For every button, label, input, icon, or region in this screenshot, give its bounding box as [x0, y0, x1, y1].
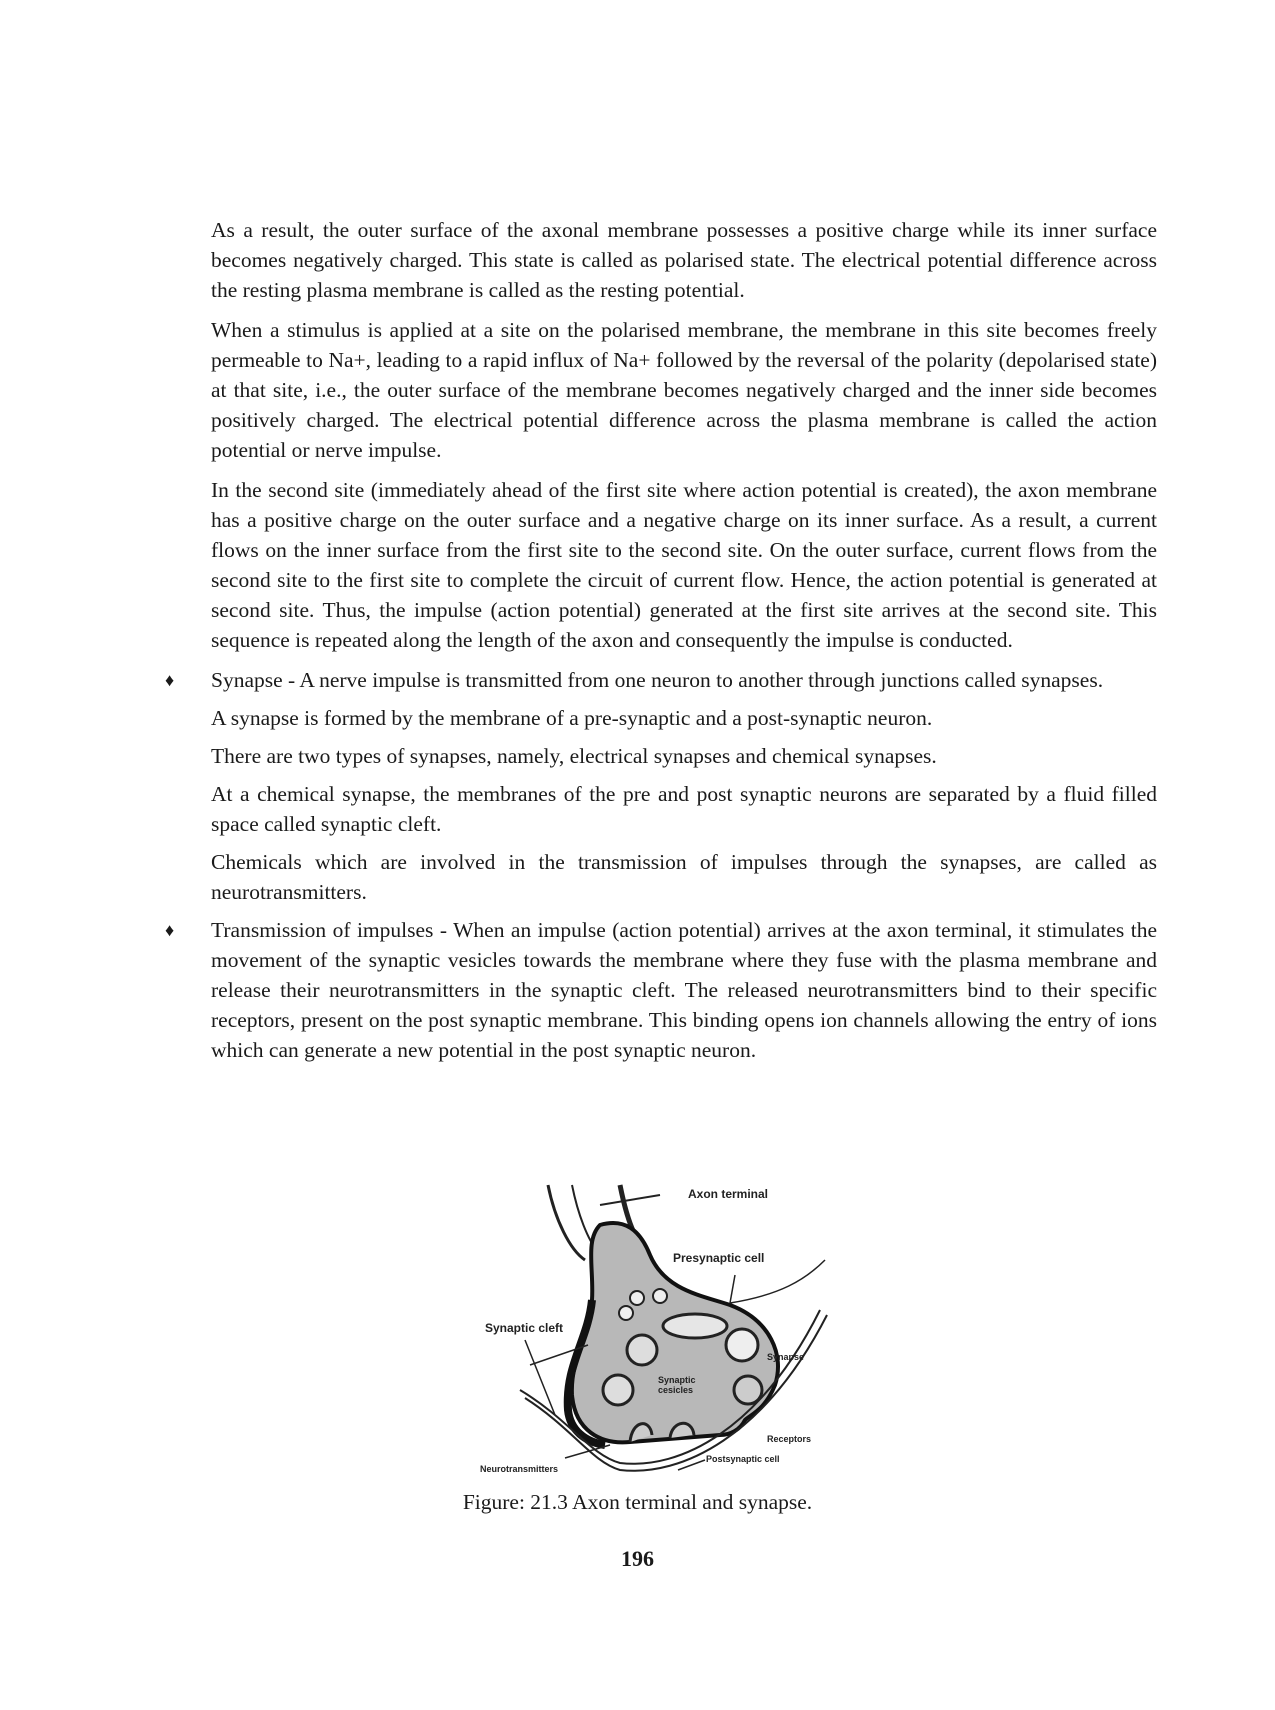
paragraph-resting-potential: As a result, the outer surface of the axonal membrane possesses a positive charge while its inner surface becomes negatively charged. This state is called as polarised state. The electrical potential difference across the resting plasma membrane is called as the resting potential.: [211, 218, 1157, 302]
figure-caption: Figure: 21.3 Axon terminal and synapse.: [462, 1490, 813, 1514]
bullet-synapse-text: Synapse - A nerve impulse is transmitted from one neuron to another through junctions called synapses.: [211, 668, 1104, 692]
paragraph-synapse-types: There are two types of synapses, namely, electrical synapses and chemical synapses.: [211, 744, 937, 768]
diamond-bullet-icon: ♦: [165, 670, 175, 690]
synapse-figure: [460, 1180, 860, 1480]
paragraph-synapse-formed: A synapse is formed by the membrane of a pre-synaptic and a post-synaptic neuron.: [211, 706, 933, 730]
paragraph-neurotransmitters: Chemicals which are involved in the transmission of impulses through the synapses, are called as neurotransmitters.: [211, 850, 1157, 904]
label-postsynaptic-cell: Postsynaptic cell: [706, 1454, 780, 1464]
page-number: 196: [621, 1546, 654, 1571]
label-receptors: Receptors: [767, 1434, 812, 1444]
label-neurotransmitters: Neurotransmitters: [480, 1464, 559, 1474]
page-content: [165, 215, 1157, 1075]
bullet-synapse: [165, 665, 1157, 695]
paragraph-synaptic-cleft: At a chemical synapse, the membranes of the pre and post synaptic neurons are separated by a fluid filled space called synaptic cleft.: [211, 782, 1157, 836]
label-synaptic-cleft: Synaptic cleft: [485, 1321, 564, 1335]
diamond-bullet-icon: ♦: [165, 920, 175, 940]
bullet-transmission-text: Transmission of impulses - When an impulse (action potential) arrives at the axon terminal, it stimulates the movement of the synaptic vesicles towards the membrane where they fuse with the plasma membrane and release their neurotransmitters in the synaptic cleft. The released neurotransmitters bind to their specific receptors, present on the post synaptic membrane. This binding opens ion channels allowing the entry of ions which can generate a new potential in the post synaptic neuron.: [211, 918, 1157, 1062]
paragraph-action-potential: When a stimulus is applied at a site on the polarised membrane, the membrane in this site becomes freely permeable to Na+, leading to a rapid influx of Na+ followed by the reversal of the polarity (depolarised state) at that site, i.e., the outer surface of the membrane becomes negatively charged and the inner side becomes positively charged. The electrical potential difference across the plasma membrane is called the action potential or nerve impulse.: [211, 318, 1157, 462]
label-synaptic-vesicles: Synaptic: [658, 1375, 696, 1385]
bullet-transmission: [165, 915, 1157, 1065]
paragraph-impulse-conduction: In the second site (immediately ahead of the first site where action potential is created), the axon membrane has a positive charge on the outer surface and a negative charge on its inner surface. As a result, a current flows on the inner surface from the first site to the second site. On the outer surface, current flows from the second site to the first site to complete the circuit of current flow. Hence, the action potential is generated at second site. Thus, the impulse (action potential) generated at the first site arrives at the second site. This sequence is repeated along the length of the axon and consequently the impulse is conducted.: [211, 478, 1157, 652]
label-synaptic-vesicles-2: cesicles: [658, 1385, 694, 1395]
label-axon-terminal: Axon terminal: [688, 1187, 769, 1201]
label-synapse: Synapse: [767, 1352, 805, 1362]
label-presynaptic-cell: Presynaptic cell: [673, 1251, 765, 1265]
